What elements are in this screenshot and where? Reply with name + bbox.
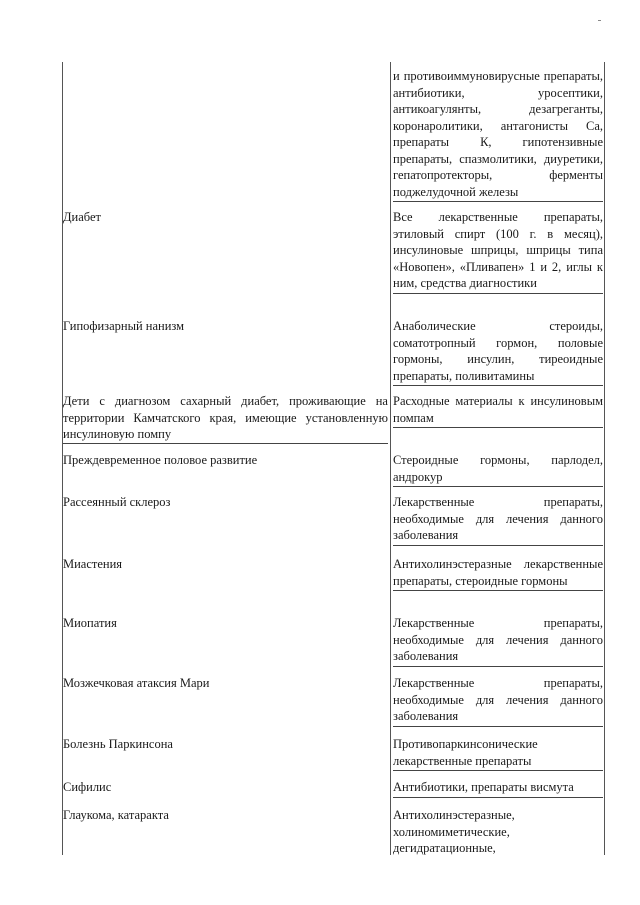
table-right-border — [604, 62, 605, 855]
disease-cell: Мозжечковая атаксия Мари — [63, 676, 210, 690]
drugs-cell: Лекарственные препараты, необходимые для лечения данного заболевания — [393, 675, 603, 727]
disease-cell: Сифилис — [63, 780, 112, 794]
drugs-cell: Анаболические стероиды, соматотропный гормон, половые гормоны, инсулин, тиреоидные препараты, поливитамины — [393, 318, 603, 386]
drugs-cell: Антибиотики, препараты висмута — [393, 779, 603, 798]
drugs-cell: Лекарственные препараты, необходимые для лечения данного заболевания — [393, 494, 603, 546]
drugs-cell: Лекарственные препараты, необходимые для лечения данного заболевания — [393, 615, 603, 667]
drugs-cell: Расходные материалы к инсулиновым помпам — [393, 393, 603, 428]
drugs-cell: Антихолинэстеразные лекарственные препараты, стероидные гормоны — [393, 556, 603, 591]
disease-cell: Болезнь Паркинсона — [63, 737, 173, 751]
disease-cell: Преждевременное половое развитие — [63, 453, 258, 467]
disease-cell: Гипофизарный нанизм — [63, 319, 185, 333]
drugs-cell: и противоиммуновирусные препараты, антибиотики, уросептики, антикоагулянты, дезагреганты, коронаролитики, антагонисты Са, препараты К, гипотензивные препараты, спазмолитики, диуретики, гепатопротекторы, ферменты поджелудочной железы — [393, 68, 603, 202]
drugs-cell: Все лекарственные препараты, этиловый спирт (100 г. в месяц), инсулиновые шприцы, шприцы типа «Новопен», «Пливапен» 1 и 2, иглы к ним, средства диагностики — [393, 209, 603, 294]
disease-cell: Дети с диагнозом сахарный диабет, проживающие на территории Камчатского края, имеющие установленную инсулиновую помпу — [63, 393, 388, 444]
table-column-divider — [390, 62, 391, 855]
drugs-cell: Антихолинэстеразные, холиномиметические, дегидратационные, — [393, 808, 515, 855]
disease-cell: Рассеянный склероз — [63, 495, 171, 509]
scan-mark — [598, 20, 601, 21]
disease-cell: Диабет — [63, 210, 101, 224]
drugs-cell: Противопаркинсонические лекарственные препараты — [393, 736, 603, 771]
drugs-cell: Стероидные гормоны, парлодел, андрокур — [393, 452, 603, 487]
disease-cell: Глаукома, катаракта — [63, 808, 169, 822]
disease-cell: Миастения — [63, 557, 123, 571]
disease-cell: Миопатия — [63, 616, 117, 630]
